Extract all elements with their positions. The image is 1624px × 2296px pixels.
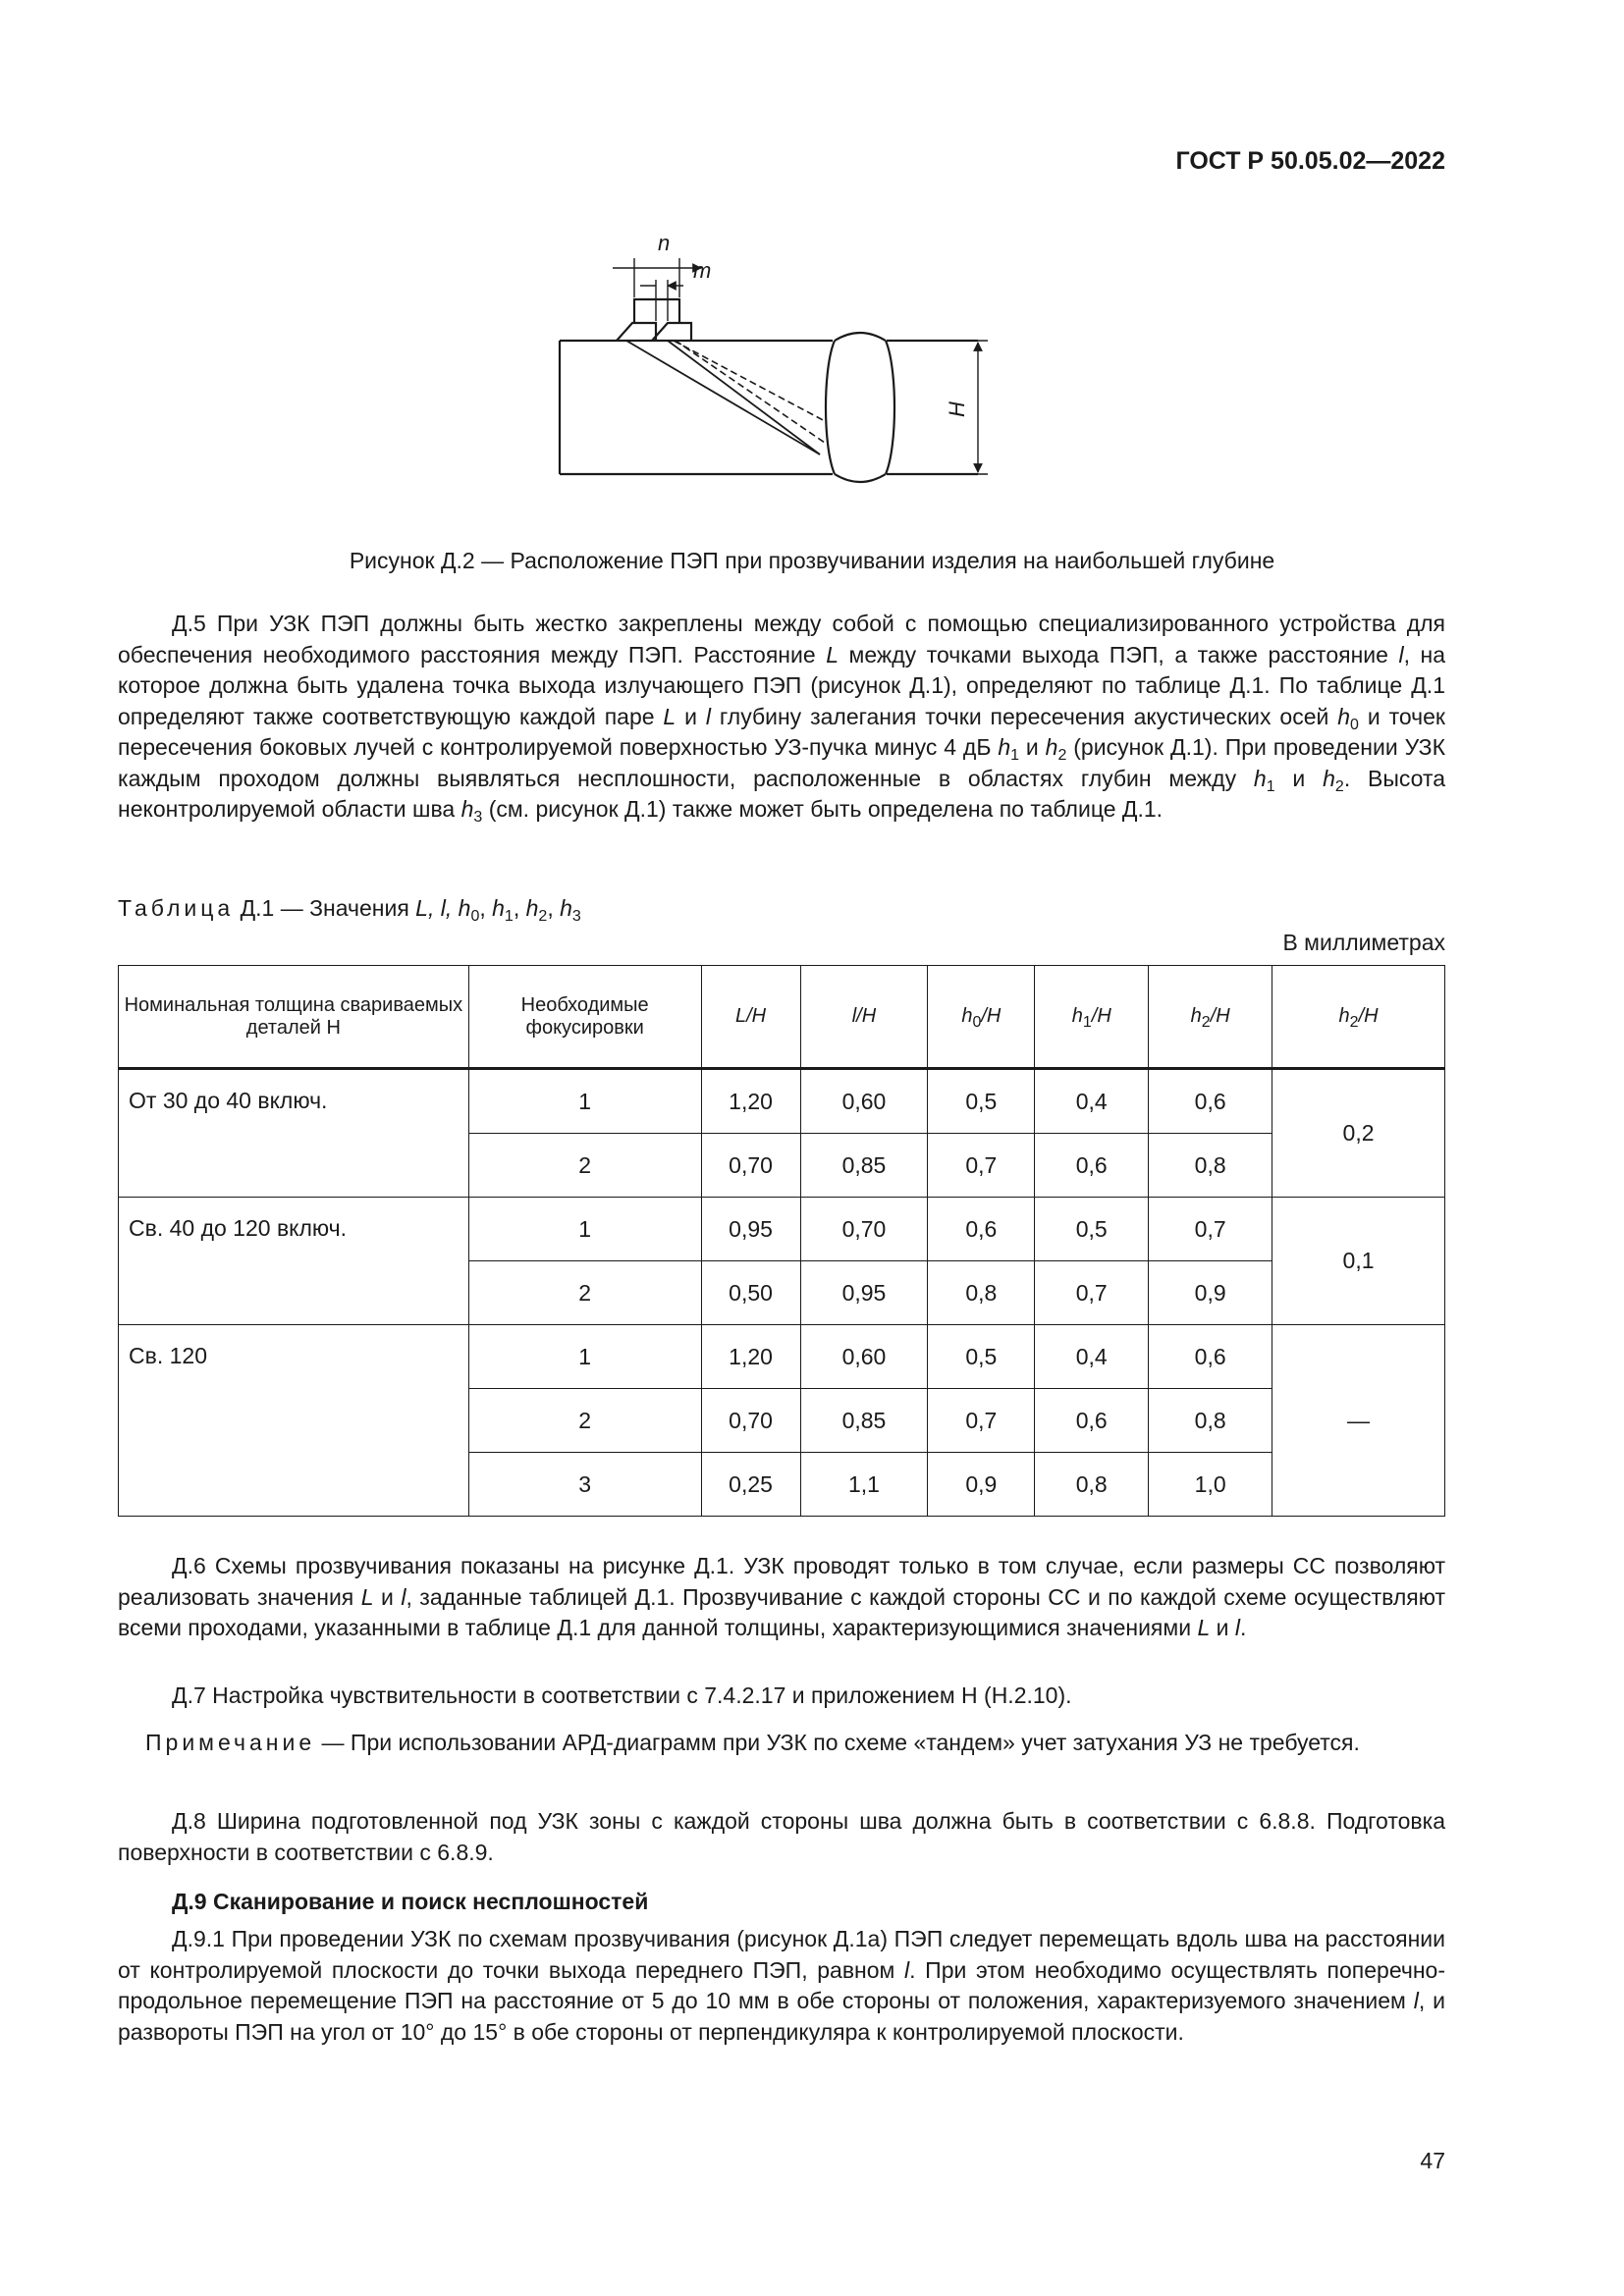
col-header-h2: $h_2/H$	[1149, 966, 1272, 1069]
cell-h0: 0,5	[928, 1325, 1035, 1389]
label-n: n	[658, 231, 671, 255]
cell-h2: 0,8	[1149, 1134, 1272, 1198]
cell-h0: 0,7	[928, 1389, 1035, 1453]
table-row	[119, 1069, 1445, 1134]
table-header-row	[119, 966, 1445, 1069]
figure-transducer-layout	[511, 221, 1021, 496]
cell-h1: 0,5	[1035, 1198, 1149, 1261]
col-header-h3: $h_2/H$	[1272, 966, 1445, 1069]
cell-h3: 0,1	[1272, 1198, 1445, 1325]
cell-h0: 0,6	[928, 1198, 1035, 1261]
transducer-right	[652, 323, 691, 341]
cell-l: 0,60	[800, 1325, 928, 1389]
col-header-focusing: Необходимые фокусировки	[468, 966, 701, 1069]
cell-h1: 0,6	[1035, 1134, 1149, 1198]
note: Примечание — При использовании АРД-диаграмм при УЗК по схеме «тандем» учет затухания УЗ не требуется.	[145, 1730, 1360, 1755]
beam-emitter	[626, 341, 820, 454]
cell-L: 1,20	[701, 1069, 800, 1134]
paragraph-d8: Д.8 Ширина подготовленной под УЗК зоны с каждой стороны шва должна быть в соответствии с 6.8.8. Подготовка поверхности в соответствии с 6.8.9.	[118, 1808, 1445, 1865]
paragraph-d7: Д.7 Настройка чувствительности в соответствии с 7.4.2.17 и приложением Н (Н.2.10).	[172, 1682, 1072, 1708]
cell-h3: 0,2	[1272, 1069, 1445, 1198]
label-m: m	[693, 258, 712, 283]
cell-l: 0,60	[800, 1069, 928, 1134]
page-number: 47	[1420, 2148, 1445, 2173]
category-cell: Св. 40 до 120 включ.	[119, 1198, 469, 1325]
cell-focusing: 2	[468, 1134, 701, 1198]
label-H: H	[945, 401, 969, 417]
col-header-thickness: Номинальная толщина свариваемых деталей H	[119, 966, 469, 1069]
category-cell: От 30 до 40 включ.	[119, 1069, 469, 1198]
cell-l: 1,1	[800, 1453, 928, 1517]
cell-focusing: 1	[468, 1198, 701, 1261]
cell-focusing: 1	[468, 1325, 701, 1389]
transducer-left	[617, 323, 656, 341]
weld-bead	[826, 333, 894, 482]
cell-h3: —	[1272, 1325, 1445, 1517]
cell-h1: 0,6	[1035, 1389, 1149, 1453]
cell-h2: 0,6	[1149, 1325, 1272, 1389]
cell-h2: 1,0	[1149, 1453, 1272, 1517]
cell-h1: 0,4	[1035, 1069, 1149, 1134]
cell-h2: 0,8	[1149, 1389, 1272, 1453]
cell-h0: 0,7	[928, 1134, 1035, 1198]
cell-h1: 0,8	[1035, 1453, 1149, 1517]
cell-h1: 0,7	[1035, 1261, 1149, 1325]
figure-caption: Рисунок Д.2 — Расположение ПЭП при прозвучивании изделия на наибольшей глубине	[349, 548, 1275, 573]
cell-L: 0,95	[701, 1198, 800, 1261]
cell-focusing: 2	[468, 1261, 701, 1325]
table-row	[119, 1325, 1445, 1389]
table-title: Таблица Д.1 — Значения L, l, $h_0$, $h_1$, $h_2$, $h_3$	[118, 895, 581, 925]
col-header-l: l/H	[800, 966, 928, 1069]
cell-h0: 0,9	[928, 1453, 1035, 1517]
cell-focusing: 3	[468, 1453, 701, 1517]
paragraph-d9-1: Д.9.1 При проведении УЗК по схемам прозвучивания (рисунок Д.1а) ПЭП следует перемещать вдоль шва на расстоянии от контролируемой плоскости до точки выхода переднего ПЭП, равном l. При этом необходимо осуществлять поперечно-продольное перемещение ПЭП на расстояние от 5 до 10 мм в обе стороны от положения, характеризуемого значением l, и развороты ПЭП на угол от 10° до 15° в обе стороны от перпендикуляра к контролируемой плоскости.	[118, 1926, 1445, 2045]
category-cell: Св. 120	[119, 1325, 469, 1517]
transducer-holder	[634, 299, 679, 323]
col-header-h1: $h_1/H$	[1035, 966, 1149, 1069]
document-header: ГОСТ Р 50.05.02—2022	[1175, 147, 1445, 175]
cell-l: 0,85	[800, 1389, 928, 1453]
table-row	[119, 1198, 1445, 1261]
cell-h0: 0,5	[928, 1069, 1035, 1134]
dim-n-ext	[634, 258, 679, 297]
paragraph-d6: Д.6 Схемы прозвучивания показаны на рисунке Д.1. УЗК проводят только в том случае, если размеры СС позволяют реализовать значения L и l, заданные таблицей Д.1. Прозвучивание с каждой стороны СС и по каждой схеме осуществляют всеми проходами, указанными в таблице Д.1 для данной толщины, характеризующимися значениями L и l.	[118, 1553, 1445, 1640]
beam-receiver	[668, 341, 820, 454]
col-header-L: L/H	[701, 966, 800, 1069]
section-heading-d9: Д.9 Сканирование и поиск несплошностей	[172, 1889, 649, 1914]
cell-l: 0,85	[800, 1134, 928, 1198]
cell-L: 0,70	[701, 1389, 800, 1453]
table-d1	[118, 965, 1445, 1517]
cell-h1: 0,4	[1035, 1325, 1149, 1389]
cell-L: 1,20	[701, 1325, 800, 1389]
cell-l: 0,70	[800, 1198, 928, 1261]
cell-h2: 0,7	[1149, 1198, 1272, 1261]
beam-side-2	[676, 341, 825, 443]
cell-l: 0,95	[800, 1261, 928, 1325]
cell-L: 0,25	[701, 1453, 800, 1517]
cell-focusing: 2	[468, 1389, 701, 1453]
paragraph-d5: Д.5 При УЗК ПЭП должны быть жестко закреплены между собой с помощью специализированного устройства для обеспечения необходимого расстояния между ПЭП. Расстояние L между точками выхода ПЭП, а также расстояние l, на которое должна быть удалена точка выхода излучающего ПЭП (рисунок Д.1), определяют по таблице Д.1. По таблице Д.1 определяют также соответствующую каждой паре L и l глубину залегания точки пересечения акустических осей $h_0$ и точек пересечения боковых лучей с контролируемой поверхностью УЗ-пучка минус 4 дБ $h_1$ и $h_2$ (рисунок Д.1). При проведении УЗК каждым проходом должны выявляться несплошности, расположенные в областях глубин между $h_1$ и $h_2$. Высота неконтролируемой области шва $h_3$ (см. рисунок Д.1) также может быть определена по таблице Д.1.	[118, 611, 1446, 826]
cell-L: 0,70	[701, 1134, 800, 1198]
cell-L: 0,50	[701, 1261, 800, 1325]
cell-h2: 0,6	[1149, 1069, 1272, 1134]
cell-h2: 0,9	[1149, 1261, 1272, 1325]
col-header-h0: $h_0/H$	[928, 966, 1035, 1069]
cell-h0: 0,8	[928, 1261, 1035, 1325]
cell-focusing: 1	[468, 1069, 701, 1134]
table-units: В миллиметрах	[1282, 930, 1445, 955]
